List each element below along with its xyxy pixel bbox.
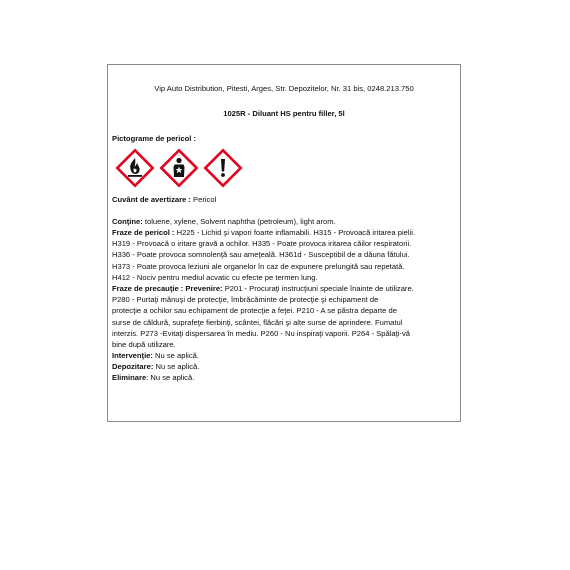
precaution-line: surse de căldură, suprafeţe fierbinţi, scântei, flăcări şi alte surse de aprindere. Fumatul bbox=[112, 317, 403, 327]
hazard-line: H319 - Provoacă o iritare gravă a ochilor. H335 - Poate provoca iritarea căilor respiratorii. bbox=[112, 239, 412, 249]
disposal-line bbox=[112, 372, 456, 383]
signal-label: Cuvânt de avertizare : bbox=[112, 194, 191, 204]
storage-value: Nu se aplică. bbox=[153, 362, 200, 372]
company-info: Vip Auto Distribution, Pitesti, Arges, Str. Depozitelor, Nr. 31 bis, 0248.213.750 bbox=[154, 84, 414, 93]
pictogram-row bbox=[114, 147, 456, 189]
precaution-line: bine după utilizare. bbox=[112, 339, 176, 349]
storage-label: Depozitare: bbox=[112, 362, 154, 372]
hazard-line bbox=[112, 227, 456, 238]
hazard-line: H336 - Poate provoca somnolenţă sau ameţeală. H361d - Susceptibil de a dăuna fătului. bbox=[112, 250, 410, 260]
contains-label: Conţine: bbox=[112, 216, 143, 226]
product-label bbox=[107, 64, 461, 422]
intervention-line bbox=[112, 350, 456, 361]
precaution-line: P280 - Purtaţi mănuşi de protecţie, îmbrăcăminte de protecţie şi echipament de bbox=[112, 295, 379, 305]
product-title: 1025R - Diluant HS pentru filler, 5l bbox=[223, 109, 345, 119]
flame-icon bbox=[114, 147, 156, 189]
hazard-line: H412 - Nociv pentru mediul acvatic cu efecte pe termen lung. bbox=[112, 272, 318, 282]
hazard-details bbox=[112, 216, 456, 384]
contains-value: toluene, xylene, Solvent naphtha (petroleum), light arom. bbox=[142, 216, 336, 226]
precaution-label: Fraze de precauţie : Prevenire: bbox=[112, 283, 223, 293]
hazard-label: Fraze de pericol : bbox=[112, 228, 175, 237]
precaution-line: interzis. P273 -Evitaţi dispersarea în mediu. P260 - Nu inspiraţi vaporii. P264 - Spălaţi-vă bbox=[112, 328, 410, 338]
intervention-label: Intervenţie: bbox=[112, 351, 153, 361]
signal-value: Pericol bbox=[190, 194, 217, 204]
disposal-label: Eliminare bbox=[112, 373, 147, 383]
disposal-value: : Nu se aplică. bbox=[146, 373, 195, 383]
pictograms-title: Pictograme de pericol : bbox=[112, 134, 196, 144]
storage-line bbox=[112, 361, 456, 372]
exclamation-icon bbox=[202, 147, 244, 189]
health-hazard-icon bbox=[158, 147, 200, 189]
hazard-line: H373 - Poate provoca leziuni ale organelor în caz de expunere prelungită sau repetată. bbox=[112, 261, 405, 271]
intervention-value: Nu se aplică. bbox=[152, 351, 199, 361]
contains-line bbox=[112, 216, 456, 227]
precaution-text: P201 - Procuraţi instrucţiuni speciale înainte de utilizare. bbox=[222, 283, 414, 293]
signal-word bbox=[112, 194, 456, 205]
precaution-line: protecţie a ochilor sau echipament de protecţie a feţei. P210 - A se păstra departe de bbox=[112, 306, 397, 316]
hazard-text: H225 - Lichid şi vapori foarte inflamabili. H315 - Provoacă iritarea pielii. bbox=[174, 228, 416, 237]
precaution-line bbox=[112, 283, 456, 294]
